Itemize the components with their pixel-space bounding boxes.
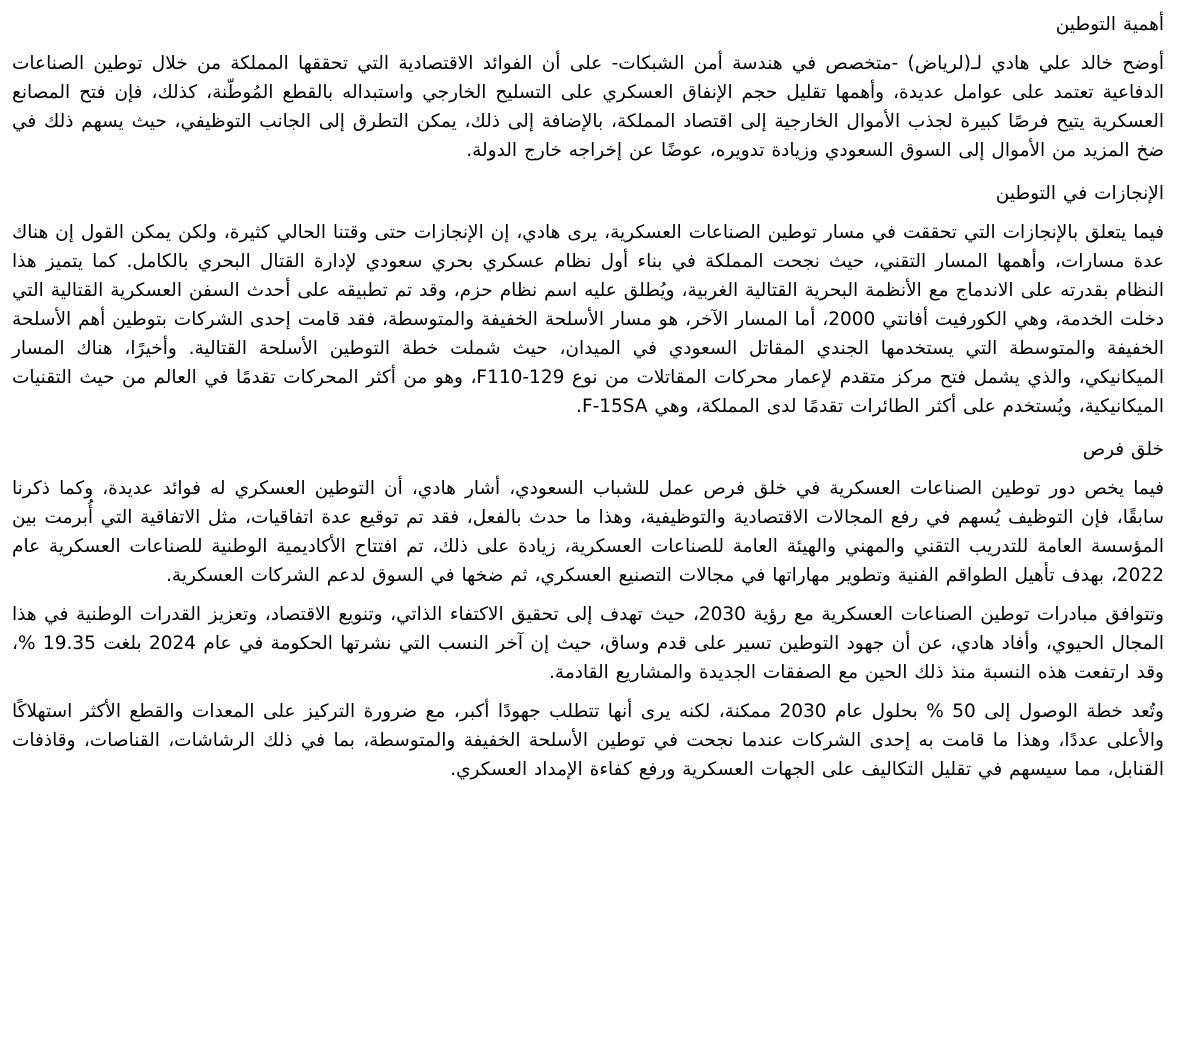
paragraph-achievements: فيما يتعلق بالإنجازات التي تحققت في مسار توطين الصناعات العسكرية، يرى هادي، إن الإنجازات حتى وقتنا الحالي كثيرة، ولكن يمكن القول إن هناك عدة مسارات، وأهمها المسار التقني، حيث نجحت المملكة في بناء أول نظام عسكري بحري سعودي لإدارة القتال البحري بالكامل. كما يتميز هذا النظام بقدرته على الاندماج مع الأنظمة البحرية القتالية الغربية، ويُطلق عليه اسم نظام حزم، وقد تم تطبيقه على أحدث السفن العسكرية القتالية التي دخلت الخدمة، وهي الكورفيت أفانتي 2000، أما المسار الآخر، هو مسار الأسلحة الخفيفة والمتوسطة، فقد قامت إحدى الشركات بتوطين أهم الأسلحة الخفيفة والمتوسطة التي يستخدمها الجندي المقاتل السعودي في الميدان، حيث شملت خطة التوطين الأسلحة القتالية. وأخيرًا، هناك المسار الميكانيكي، والذي يشمل فتح مركز متقدم لإعمار محركات المقاتلات من نوع F110-129، وهو من أكثر المحركات تقدمًا في العالم من حيث التقنيات الميكانيكية، ويُستخدم على أكثر الطائرات تقدمًا لدى المملكة، وهي F-15SA.: [12, 222, 1164, 417]
article-body: [12, 10, 1164, 784]
paragraph-localization-importance: أوضح خالد علي هادي لـ(لرياض) -متخصص في هندسة أمن الشبكات- على أن الفوائد الاقتصادية التي تحققها المملكة من خلال توطين الصناعات الدفاعية تعتمد على عوامل عديدة، وأهمها تقليل حجم الإنفاق العسكري على التسليح الخارجي واستبداله بالقطع المُوطّنة، كذلك، فإن فتح المصانع العسكرية يتيح فرصًا كبيرة لجذب الأموال الخارجية إلى اقتصاد المملكة، بالإضافة إلى ذلك، يمكن التطرق إلى الجانب التوظيفي، حيث يسهم ذلك في ضخ المزيد من الأموال إلى السوق السعودي وزيادة تدويره، عوضًا عن إخراجه خارج الدولة.: [12, 53, 1164, 161]
paragraph-vision-2030: وتتوافق مبادرات توطين الصناعات العسكرية مع رؤية 2030، حيث تهدف إلى تحقيق الاكتفاء الذاتي، وتنويع الاقتصاد، وتعزيز القدرات الوطنية في هذا المجال الحيوي، وأفاد هادي، عن أن جهود التوطين تسير على قدم وساق، حيث إن آخر النسب التي نشرتها الحكومة في عام 2024 بلغت 19.35 %، وقد ارتفعت هذه النسبة منذ ذلك الحين مع الصفقات الجديدة والمشاريع القادمة.: [12, 604, 1164, 683]
section-heading-localization-importance: أهمية التوطين: [1055, 14, 1164, 35]
section-heading-creating-opportunities: خلق فرص: [1082, 439, 1164, 460]
paragraph-target-50-percent: وتُعد خطة الوصول إلى 50 % بحلول عام 2030 ممكنة، لكنه يرى أنها تتطلب جهودًا أكبر، مع ضرورة التركيز على المعدات والقطع الأكثر استهلاكًا والأعلى عددًا، وهذا ما قامت به إحدى الشركات عندما نجحت في توطين الأسلحة الخفيفة والمتوسطة، بما في ذلك الرشاشات، القناصات، وقاذفات القنابل، مما سيسهم في تقليل التكاليف على الجهات العسكرية ورفع كفاءة الإمداد العسكري.: [12, 701, 1164, 780]
paragraph-job-opportunities: فيما يخص دور توطين الصناعات العسكرية في خلق فرص عمل للشباب السعودي، أشار هادي، أن التوطين العسكري له فوائد عديدة، وكما ذكرنا سابقًا، فإن التوظيف يُسهم في رفع المجالات الاقتصادية والتوظيفية، وهذا ما حدث بالفعل، فقد تم توقيع عدة اتفاقيات، مثل الاتفاقية التي أُبرمت بين المؤسسة العامة للتدريب التقني والمهني والهيئة العامة للصناعات العسكرية، زيادة على ذلك، تم افتتاح الأكاديمية الوطنية للصناعات العسكرية عام 2022، بهدف تأهيل الطواقم الفنية وتطوير مهاراتها في مجالات التصنيع العسكري، ثم ضخها في السوق لدعم الشركات العسكرية.: [12, 478, 1164, 586]
section-heading-achievements: الإنجازات في التوطين: [995, 183, 1164, 204]
